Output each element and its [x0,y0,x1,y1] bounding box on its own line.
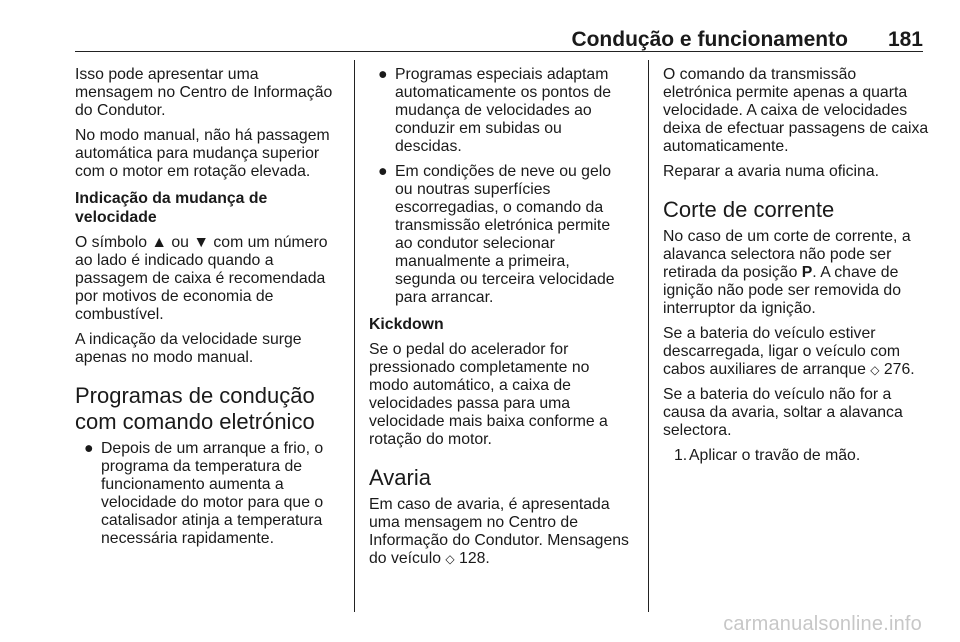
watermark: carmanualsonline.info [723,613,922,635]
bullet-list [369,66,639,307]
column-divider-1 [354,60,355,612]
bullet-icon: ● [378,163,388,180]
column-1 [75,66,345,555]
page-reference: 128. [459,550,490,567]
paragraph: O comando da transmissão eletrónica permite apenas a quarta velocidade. A caixa de velocidades deixa de efectuar passagens de caixa automaticamente. [663,66,929,155]
paragraph: Em caso de avaria, é apresentada uma mensagem no Centro de Informação do Condutor. Mensagens do veículo ◇ 128. [369,496,629,567]
numbered-step: 1. Aplicar o travão de mão. [674,447,861,464]
page-number: 181 [887,28,923,51]
subheading-gear-indication: Indicação da mudança de velocidade [75,190,268,226]
list-item: ● Programas especiais adaptam automaticamente os pontos de mudança de velocidades ao conduzir em subidas ou descidas. [378,66,612,155]
heading-avaria: Avaria [369,465,431,490]
paragraph: No caso de um corte de corrente, a alavanca selectora não pode ser retirada da posição P. A chave de ignição não pode ser removida do interruptor da ignição. [663,228,911,317]
step-number: 1. [674,447,688,464]
paragraph: Se a bateria do veículo estiver descarregada, ligar o veículo com cabos auxiliares de arranque ◇ 276. [663,325,915,378]
paragraph: Reparar a avaria numa oficina. [663,163,880,180]
subheading-kickdown: Kickdown [369,316,444,333]
list-item: ● Depois de um arranque a frio, o programa da temperatura de funcionamento aumenta a velocidade do motor para que o catalisador atinja a temperatura necessária rapidamente. [84,440,324,547]
bullet-icon: ● [84,440,94,457]
paragraph: O símbolo ▲ ou ▼ com um número ao lado é indicado quando a passagem de caixa é recomendada por motivos de economia de combustível. [75,234,328,323]
page-reference-icon: ◇ [870,363,880,377]
paragraph: Se a bateria do veículo não for a causa da avaria, soltar a alavanca selectora. [663,386,903,439]
page-reference-icon: ◇ [445,552,455,566]
paragraph: Se o pedal do acelerador for pressionado completamente no modo automático, a caixa de velocidades passa para uma velocidade mais baixa conforme a rotação do motor. [369,341,608,448]
paragraph: A indicação da velocidade surge apenas no modo manual. [75,331,302,366]
column-3 [663,66,931,465]
section-title: Condução e funcionamento [571,28,848,51]
list-item: ● Em condições de neve ou gelo ou noutras superfícies escorregadias, o comando da transmissão eletrónica permite ao condutor selecionar manualmente a primeira, segunda ou terceira velocidade para arrancar. [378,163,615,306]
gear-position-p: P [801,264,813,281]
heading-driving-programs: Programas de condução com comando eletrónico [75,383,315,434]
paragraph: No modo manual, não há passagem automática para mudança superior com o motor em rotação elevada. [75,127,330,180]
page-reference: 276. [883,361,915,378]
bullet-icon: ● [378,66,388,83]
heading-power-cut: Corte de corrente [663,197,835,222]
page-header [571,26,923,54]
column-2 [369,66,639,575]
column-divider-2 [648,60,649,612]
bullet-list [75,440,345,548]
paragraph: Isso pode apresentar uma mensagem no Centro de Informação do Condutor. [75,66,333,119]
header-divider [75,51,923,52]
